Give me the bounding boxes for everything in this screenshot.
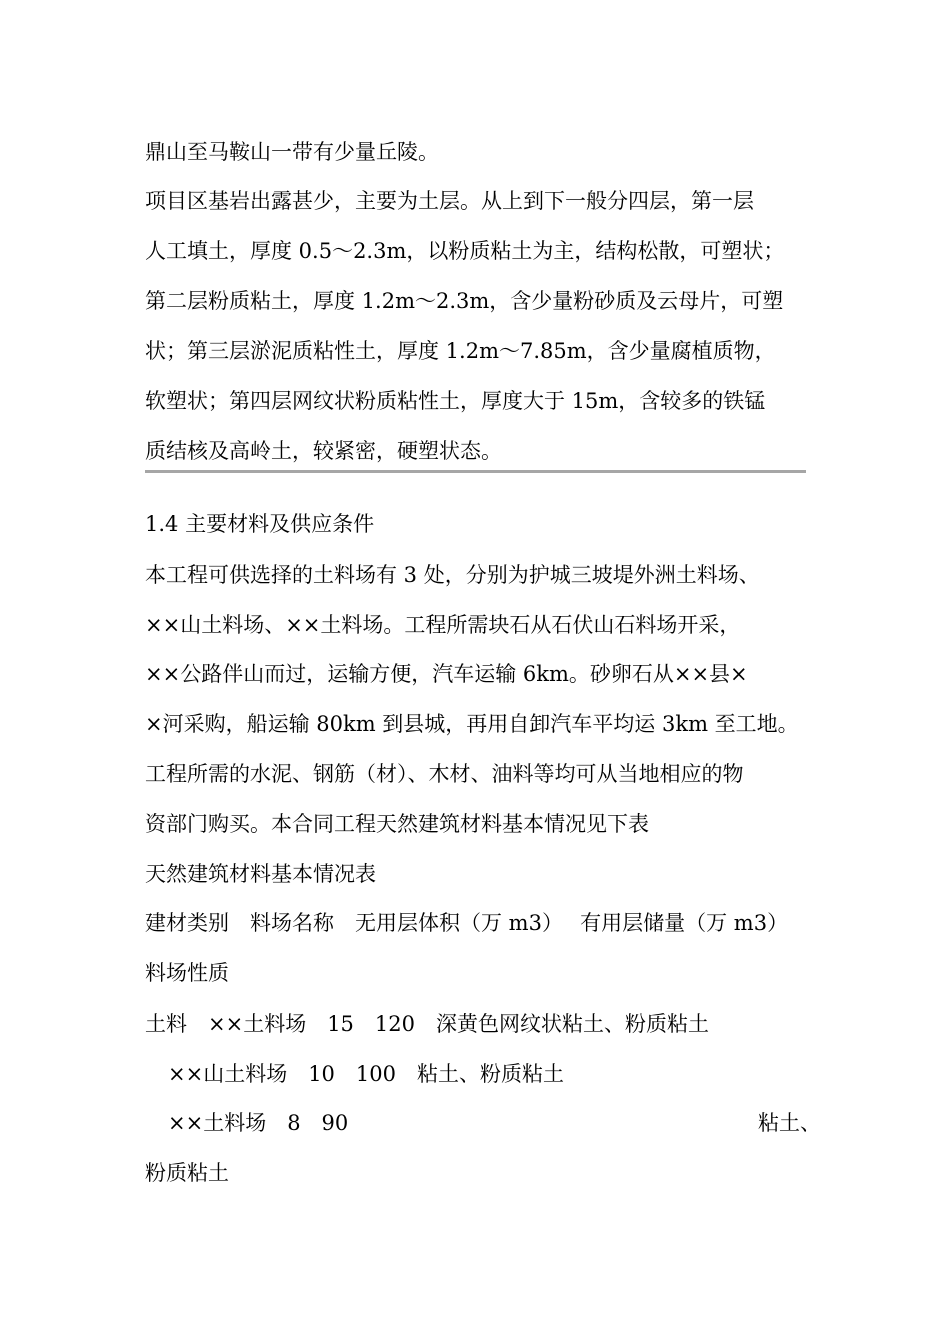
table-header: 建材类别 料场名称 无用层体积（万 m3） 有用层储量（万 m3） (145, 911, 789, 935)
paragraph-line: 第二层粉质粘土，厚度 1.2m～2.3m，含少量粉砂质及云母片，可塑 (145, 289, 784, 313)
table-header: 料场性质 (145, 961, 229, 985)
paragraph-line: ××公路伴山而过，运输方便，汽车运输 6km。砂卵石从××县× (145, 662, 748, 686)
paragraph-line: 本工程可供选择的土料场有 3 处，分别为护城三坡堤外洲土料场、 (145, 563, 760, 587)
table-cell: 粘土、 (758, 1111, 821, 1135)
table-row: 土料 ××土料场 15 120 深黄色网纹状粘土、粉质粘土 (145, 1012, 709, 1036)
paragraph-line: ×河采购，船运输 80km 到县城，再用自卸汽车平均运 3km 至工地。 (145, 712, 799, 736)
paragraph-line: 资部门购买。本合同工程天然建筑材料基本情况见下表 (145, 812, 649, 836)
paragraph-line: 鼎山至马鞍山一带有少量丘陵。 (145, 140, 439, 164)
table-row: ××土料场 8 90 (168, 1111, 349, 1135)
section-heading: 1.4 主要材料及供应条件 (145, 512, 375, 536)
paragraph-line: 软塑状；第四层网纹状粉质粘性土，厚度大于 15m，含较多的铁锰 (145, 389, 766, 413)
paragraph-line: 状；第三层淤泥质粘性土，厚度 1.2m～7.85m，含少量腐植质物， (145, 339, 776, 363)
paragraph-line: 项目区基岩出露甚少，主要为土层。从上到下一般分四层，第一层 (145, 189, 754, 213)
table-cell: 粉质粘土 (145, 1161, 229, 1185)
section-divider (145, 470, 806, 473)
paragraph-line: ××山土料场、××土料场。工程所需块石从石伏山石料场开采， (145, 613, 741, 637)
paragraph-line: 人工填土，厚度 0.5～2.3m，以粉质粘土为主，结构松散，可塑状； (145, 239, 785, 263)
paragraph-line: 工程所需的水泥、钢筋（材）、木材、油料等均可从当地相应的物 (145, 762, 744, 786)
table-row: ××山土料场 10 100 粘土、粉质粘土 (168, 1062, 564, 1086)
paragraph-line: 质结核及高岭土，较紧密，硬塑状态。 (145, 439, 502, 463)
table-title: 天然建筑材料基本情况表 (145, 862, 376, 886)
